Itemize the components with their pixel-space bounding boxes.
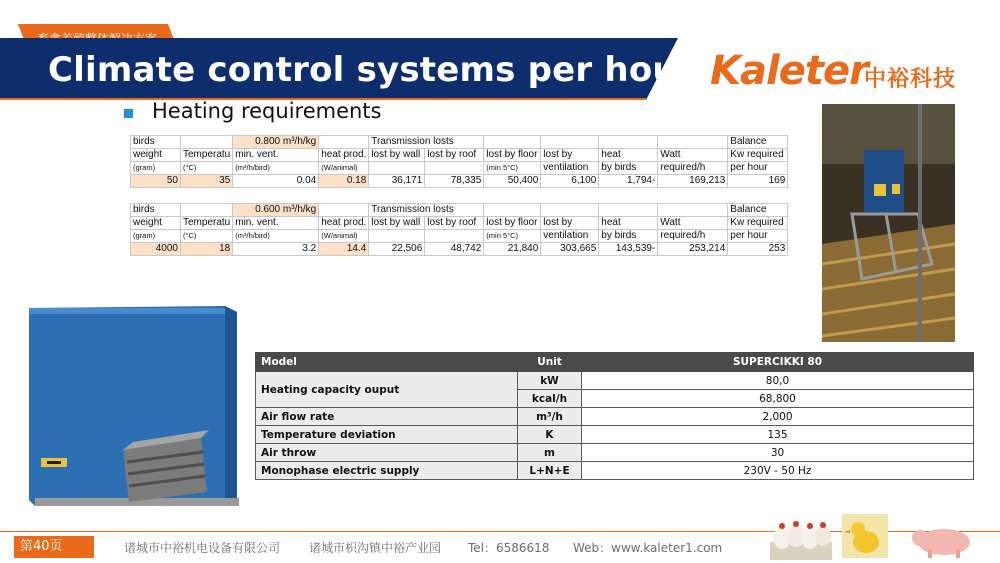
table-cell: (W/animal) [319,230,369,243]
table-cell: 78,335 [425,175,484,188]
table-row [131,149,788,162]
spec-value: 80,0 [582,372,974,390]
table-cell: lost by wall [369,217,425,230]
table-cell: (°C) [181,162,233,175]
table-cell: Kw required [728,149,788,162]
table-cell [658,136,728,149]
table-cell: 14.4 [319,243,369,256]
table-cell: 35 [181,175,233,188]
table-row [256,462,974,480]
table-cell: per hour [728,162,788,175]
page-title: Climate control systems per house [48,50,721,90]
spec-value: 30 [582,444,974,462]
spec-value: 230V - 50 Hz [582,462,974,480]
table-cell: (min 5°C) [484,162,541,175]
heating-calc-table-1 [130,135,788,188]
table-cell: 48,742 [425,243,484,256]
table-cell: 21,840 [484,243,541,256]
kaleter-logo: Kaleter [710,48,868,94]
table-cell: 143,539- [599,243,658,256]
table-cell: lost by [541,217,599,230]
table-cell: (m³/h/bird) [233,230,319,243]
table-cell: heat [599,149,658,162]
table-row [256,426,974,444]
table-row [256,408,974,426]
table-cell [369,230,425,243]
table-row [256,444,974,462]
spec-header-unit: Unit [518,353,582,372]
table-cell: 169,213 [658,175,728,188]
table-cell [319,204,369,217]
table-row [131,136,788,149]
table-cell: 303,665 [541,243,599,256]
page-number: 第40页 [14,536,94,558]
table-cell: Temperatu [181,149,233,162]
table-cell: weight [131,149,181,162]
spec-header-model: Model [256,353,518,372]
table-cell: 1,794- [599,175,658,188]
table-cell [181,204,233,217]
footer-address: 诸城市枳沟镇中裕产业园 [309,541,442,555]
spec-header-row [256,353,974,372]
table-cell: heat prod. [319,217,369,230]
table-cell: lost by roof [425,217,484,230]
table-cell: 0.800 m³/h/kg [233,136,319,149]
table-cell: by birds [599,162,658,175]
spec-table [255,352,974,480]
table-cell: 18 [181,243,233,256]
table-cell: (W/animal) [319,162,369,175]
kaleter-logo-cn: 中裕科技 [864,67,957,92]
table-cell: heat [599,217,658,230]
table-cell: (min 5°C) [484,230,541,243]
table-row [131,217,788,230]
table-cell: weight [131,217,181,230]
table-cell [181,136,233,149]
spec-value: 2,000 [582,408,974,426]
footer-tel: Tel：6586618 [468,541,550,555]
table-cell [484,204,541,217]
table-cell: 6,100 [541,175,599,188]
spec-label: Temperature deviation [256,426,518,444]
footer-company: 诸城市中裕机电设备有限公司 [124,541,281,555]
table-cell: Kw required [728,217,788,230]
spec-label: Monophase electric supply [256,462,518,480]
table-cell: lost by wall [369,149,425,162]
spec-unit: kW [518,372,582,390]
table-cell [541,136,599,149]
table-cell [484,136,541,149]
table-cell: Transmission losts [369,204,484,217]
spec-value: 68,800 [582,390,974,408]
table-cell: lost by floor [484,217,541,230]
footer-web: Web：www.kaleter1.com [573,541,723,555]
table-cell: 0.18 [319,175,369,188]
table-cell: (°C) [181,230,233,243]
installation-photo [822,104,955,342]
table-cell [425,230,484,243]
spec-label: Heating capacity ouput [256,372,518,408]
spec-label: Air throw [256,444,518,462]
table-cell: 4000 [131,243,181,256]
table-cell: min. vent. [233,149,319,162]
table-row [131,162,788,175]
table-cell [319,136,369,149]
spec-unit: kcal/h [518,390,582,408]
table-row [256,372,974,390]
table-cell: 22,506 [369,243,425,256]
spec-unit: K [518,426,582,444]
bullet-square-icon [124,109,133,118]
table-cell [425,162,484,175]
table-cell: per hour [728,230,788,243]
table-cell: 0.04 [233,175,319,188]
table-cell: Temperatu [181,217,233,230]
livestock-image [770,512,980,560]
table-cell: 50 [131,175,181,188]
spec-label: Air flow rate [256,408,518,426]
table-cell [599,136,658,149]
table-cell: Transmission losts [369,136,484,149]
table-cell: Watt [658,149,728,162]
spec-header-product: SUPERCIKKI 80 [582,353,974,372]
table-cell: Balance [728,204,788,217]
table-cell: birds [131,136,181,149]
table-cell: birds [131,204,181,217]
table-cell: by birds [599,230,658,243]
table-cell [599,204,658,217]
spec-value: 135 [582,426,974,444]
table-cell: lost by floor [484,149,541,162]
table-cell: (gram) [131,230,181,243]
table-cell: ventilation [541,230,599,243]
table-cell: lost by [541,149,599,162]
table-cell: required/h [658,230,728,243]
table-cell: 3.2 [233,243,319,256]
table-cell: (m³/h/bird) [233,162,319,175]
table-cell: 50,400 [484,175,541,188]
heating-calc-table-2 [130,203,788,256]
table-row [131,175,788,188]
table-row [131,204,788,217]
table-cell: (gram) [131,162,181,175]
spec-unit: m [518,444,582,462]
table-cell: 36,171 [369,175,425,188]
table-row [131,243,788,256]
spec-unit: m³/h [518,408,582,426]
table-cell: min. vent. [233,217,319,230]
table-cell: Watt [658,217,728,230]
table-cell: 253,214 [658,243,728,256]
table-cell: Balance [728,136,788,149]
table-cell: lost by roof [425,149,484,162]
table-cell [369,162,425,175]
table-cell: 169 [728,175,788,188]
table-row [131,230,788,243]
heater-product-image [25,302,243,512]
section-subtitle: Heating requirements [152,99,382,123]
table-cell: ventilation [541,162,599,175]
table-cell: 0.600 m³/h/kg [233,204,319,217]
table-cell [658,204,728,217]
table-cell: 253 [728,243,788,256]
spec-unit: L+N+E [518,462,582,480]
table-cell: required/h [658,162,728,175]
table-cell: heat prod. [319,149,369,162]
table-cell [541,204,599,217]
